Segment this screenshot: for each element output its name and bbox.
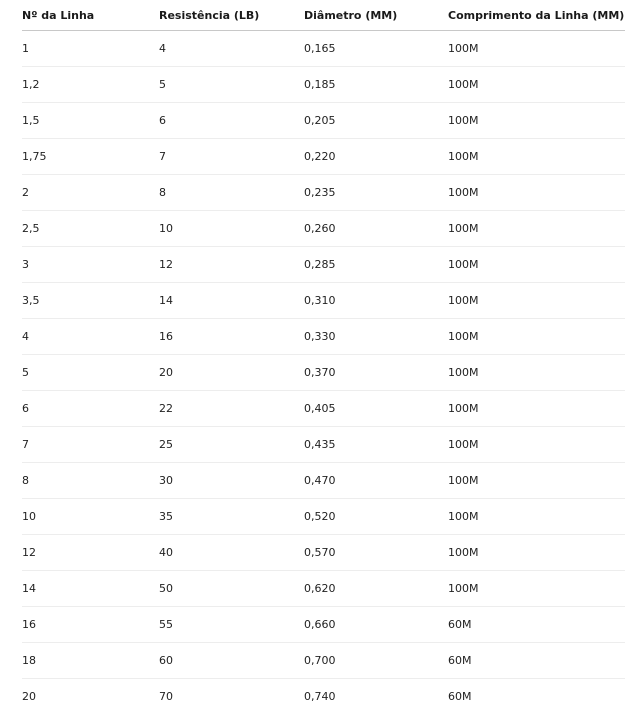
header-resistance: Resistência (LB) <box>159 0 304 31</box>
cell-line-number: 4 <box>22 319 159 355</box>
cell-resistance: 6 <box>159 103 304 139</box>
cell-resistance: 4 <box>159 31 304 67</box>
cell-line-length: 60M <box>448 607 625 643</box>
cell-diameter: 0,205 <box>304 103 448 139</box>
cell-resistance: 50 <box>159 571 304 607</box>
table-row <box>22 247 625 283</box>
cell-diameter: 0,620 <box>304 571 448 607</box>
table-row <box>22 643 625 679</box>
cell-resistance: 60 <box>159 643 304 679</box>
cell-diameter: 0,220 <box>304 139 448 175</box>
table-row <box>22 607 625 643</box>
cell-resistance: 20 <box>159 355 304 391</box>
cell-resistance: 70 <box>159 690 173 703</box>
cell-line-length: 100M <box>448 463 625 499</box>
cell-line-length: 100M <box>448 67 625 103</box>
cell-line-length: 100M <box>448 139 625 175</box>
cell-line-number: 18 <box>22 643 159 679</box>
cell-line-number: 14 <box>22 571 159 607</box>
cell-line-length: 100M <box>448 391 625 427</box>
cell-resistance: 5 <box>159 67 304 103</box>
header-line-length: Comprimento da Linha (MM) <box>448 0 625 31</box>
cell-resistance: 12 <box>159 247 304 283</box>
cell-diameter: 0,165 <box>304 31 448 67</box>
table-row <box>22 499 625 535</box>
header-line-number: Nº da Linha <box>22 0 159 31</box>
cell-line-length: 100M <box>448 355 625 391</box>
cell-line-number: 3 <box>22 247 159 283</box>
cell-line-number: 1,5 <box>22 103 159 139</box>
cell-resistance: 22 <box>159 391 304 427</box>
header-row <box>22 0 625 31</box>
cell-resistance: 25 <box>159 427 304 463</box>
cell-line-length: 100M <box>448 283 625 319</box>
table-row <box>22 391 625 427</box>
cell-line-length: 100M <box>448 247 625 283</box>
cell-line-number: 7 <box>22 427 159 463</box>
cell-resistance: 35 <box>159 499 304 535</box>
cell-resistance: 8 <box>159 175 304 211</box>
cell-diameter: 0,330 <box>304 319 448 355</box>
table-row <box>22 175 625 211</box>
cell-resistance: 55 <box>159 607 304 643</box>
cell-diameter: 0,740 <box>304 690 336 703</box>
cell-diameter: 0,235 <box>304 175 448 211</box>
cell-diameter: 0,185 <box>304 67 448 103</box>
cell-diameter: 0,470 <box>304 463 448 499</box>
cell-line-number: 10 <box>22 499 159 535</box>
cell-line-number: 3,5 <box>22 283 159 319</box>
cell-line-number: 1,2 <box>22 67 159 103</box>
table-row <box>22 139 625 175</box>
table-row <box>22 103 625 139</box>
cell-resistance: 16 <box>159 319 304 355</box>
cell-line-length: 100M <box>448 499 625 535</box>
cell-line-number: 1,75 <box>22 139 159 175</box>
cell-diameter: 0,370 <box>304 355 448 391</box>
table-body <box>22 31 625 714</box>
cell-resistance: 10 <box>159 211 304 247</box>
cell-diameter: 0,570 <box>304 535 448 571</box>
cell-diameter: 0,310 <box>304 283 448 319</box>
cell-resistance: 40 <box>159 535 304 571</box>
cell-line-number: 2 <box>22 175 159 211</box>
cell-diameter: 0,285 <box>304 247 448 283</box>
table-row <box>22 31 625 67</box>
cell-line-length: 100M <box>448 571 625 607</box>
cell-resistance: 14 <box>159 283 304 319</box>
table-row <box>22 679 625 714</box>
cell-resistance: 30 <box>159 463 304 499</box>
table-row <box>22 67 625 103</box>
cell-line-length: 60M <box>448 690 472 703</box>
cell-line-length: 100M <box>448 319 625 355</box>
cell-line-number: 12 <box>22 535 159 571</box>
cell-resistance: 7 <box>159 139 304 175</box>
cell-line-number: 8 <box>22 463 159 499</box>
cell-diameter: 0,520 <box>304 499 448 535</box>
cell-line-number: 6 <box>22 391 159 427</box>
line-spec-table <box>22 0 625 714</box>
cell-diameter: 0,435 <box>304 427 448 463</box>
cell-line-length: 100M <box>448 427 625 463</box>
cell-diameter: 0,260 <box>304 211 448 247</box>
cell-diameter: 0,660 <box>304 607 448 643</box>
cell-line-number: 5 <box>22 355 159 391</box>
table-row <box>22 355 625 391</box>
table-header <box>22 0 625 31</box>
table-row <box>22 319 625 355</box>
table-row <box>22 211 625 247</box>
cell-line-length: 100M <box>448 535 625 571</box>
cell-line-number: 20 <box>22 690 36 703</box>
cell-diameter: 0,700 <box>304 643 448 679</box>
table-row <box>22 571 625 607</box>
table-row <box>22 463 625 499</box>
cell-line-number: 16 <box>22 607 159 643</box>
cell-line-length: 100M <box>448 175 625 211</box>
cell-line-number: 2,5 <box>22 211 159 247</box>
cell-diameter: 0,405 <box>304 391 448 427</box>
cell-line-number: 1 <box>22 31 159 67</box>
cell-line-length: 100M <box>448 31 625 67</box>
table-row <box>22 427 625 463</box>
cell-line-length: 100M <box>448 211 625 247</box>
header-diameter: Diâmetro (MM) <box>304 0 448 31</box>
table-row <box>22 283 625 319</box>
cell-line-length: 100M <box>448 103 625 139</box>
table-row <box>22 535 625 571</box>
cell-line-length: 60M <box>448 643 625 679</box>
